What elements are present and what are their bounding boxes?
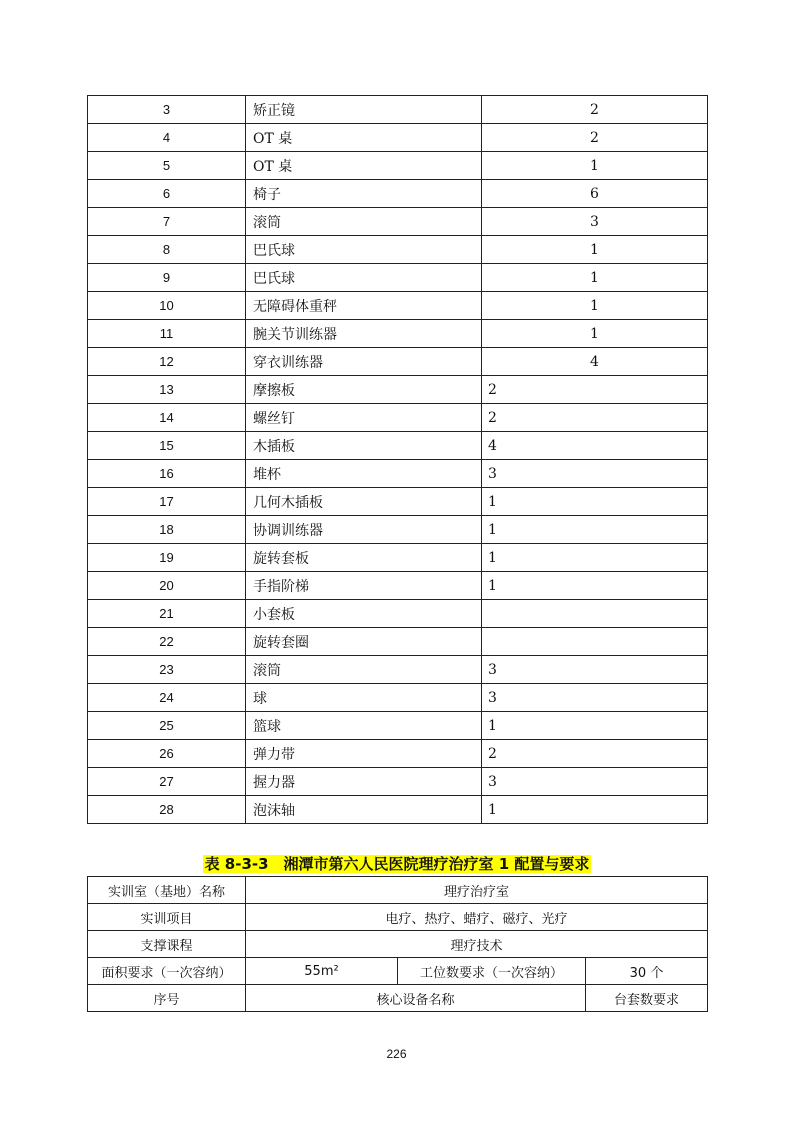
- device-quantity: 1: [482, 236, 708, 264]
- device-quantity: [482, 628, 708, 656]
- device-name: 矫正镜: [246, 96, 482, 124]
- table-row: [88, 600, 708, 628]
- device-quantity: 1: [482, 796, 708, 824]
- table-row: [88, 292, 708, 320]
- device-name: 泡沫轴: [246, 796, 482, 824]
- device-name: 旋转套圈: [246, 628, 482, 656]
- room-label: 实训室（基地）名称: [88, 877, 246, 904]
- row-number: 11: [88, 320, 246, 348]
- table-row: [88, 180, 708, 208]
- row-number: 9: [88, 264, 246, 292]
- table-row: [88, 376, 708, 404]
- row-number: 15: [88, 432, 246, 460]
- device-quantity: 2: [482, 740, 708, 768]
- device-quantity: 3: [482, 460, 708, 488]
- row-number: 6: [88, 180, 246, 208]
- header-device: 核心设备名称: [246, 985, 586, 1012]
- table-row: [88, 320, 708, 348]
- table-row: [88, 684, 708, 712]
- config-row-room: [88, 877, 708, 904]
- table-row: [88, 432, 708, 460]
- device-quantity: 6: [482, 180, 708, 208]
- stations-label: 工位数要求（一次容纳）: [398, 958, 586, 985]
- device-quantity: 4: [482, 432, 708, 460]
- row-number: 7: [88, 208, 246, 236]
- device-name: OT 桌: [246, 124, 482, 152]
- equipment-table-body: [88, 96, 708, 824]
- row-number: 17: [88, 488, 246, 516]
- device-quantity: 1: [482, 320, 708, 348]
- device-name: 堆杯: [246, 460, 482, 488]
- device-name: 滚筒: [246, 208, 482, 236]
- device-name: 摩擦板: [246, 376, 482, 404]
- equipment-table: [87, 95, 708, 824]
- page-number: 226: [386, 1047, 407, 1061]
- table-row: [88, 488, 708, 516]
- device-quantity: 1: [482, 152, 708, 180]
- device-name: 篮球: [246, 712, 482, 740]
- device-quantity: 1: [482, 572, 708, 600]
- device-quantity: 1: [482, 712, 708, 740]
- table-row: [88, 740, 708, 768]
- table-caption: 表 8-3-3 湘潭市第六人民医院理疗治疗室 1 配置与要求: [204, 855, 590, 873]
- device-name: 滚筒: [246, 656, 482, 684]
- table-row: [88, 544, 708, 572]
- device-quantity: 1: [482, 544, 708, 572]
- device-quantity: 2: [482, 376, 708, 404]
- config-row-project: [88, 904, 708, 931]
- row-number: 19: [88, 544, 246, 572]
- device-quantity: 2: [482, 404, 708, 432]
- row-number: 25: [88, 712, 246, 740]
- device-quantity: 3: [482, 208, 708, 236]
- project-label: 实训项目: [88, 904, 246, 931]
- table-row: [88, 572, 708, 600]
- header-no: 序号: [88, 985, 246, 1012]
- device-quantity: [482, 600, 708, 628]
- device-name: 小套板: [246, 600, 482, 628]
- device-name: 手指阶梯: [246, 572, 482, 600]
- device-quantity: 3: [482, 656, 708, 684]
- row-number: 16: [88, 460, 246, 488]
- table-row: [88, 264, 708, 292]
- table-row: [88, 516, 708, 544]
- course-label: 支撑课程: [88, 931, 246, 958]
- device-name: 巴氏球: [246, 264, 482, 292]
- device-name: 旋转套板: [246, 544, 482, 572]
- row-number: 8: [88, 236, 246, 264]
- room-value: 理疗治疗室: [246, 877, 708, 904]
- table-row: [88, 712, 708, 740]
- config-row-course: [88, 931, 708, 958]
- device-quantity: 3: [482, 768, 708, 796]
- table-row: [88, 124, 708, 152]
- table-row: [88, 96, 708, 124]
- device-name: 无障碍体重秤: [246, 292, 482, 320]
- table-row: [88, 460, 708, 488]
- area-value: 55m²: [246, 958, 398, 985]
- row-number: 5: [88, 152, 246, 180]
- device-name: 几何木插板: [246, 488, 482, 516]
- stations-value: 30 个: [586, 958, 708, 985]
- device-name: 腕关节训练器: [246, 320, 482, 348]
- area-label: 面积要求（一次容纳）: [88, 958, 246, 985]
- table-row: [88, 152, 708, 180]
- device-name: 螺丝钉: [246, 404, 482, 432]
- row-number: 22: [88, 628, 246, 656]
- table-row: [88, 768, 708, 796]
- row-number: 23: [88, 656, 246, 684]
- row-number: 3: [88, 96, 246, 124]
- table-row: [88, 656, 708, 684]
- device-quantity: 4: [482, 348, 708, 376]
- table-row: [88, 796, 708, 824]
- device-name: 协调训练器: [246, 516, 482, 544]
- row-number: 18: [88, 516, 246, 544]
- device-quantity: 1: [482, 516, 708, 544]
- device-quantity: 1: [482, 292, 708, 320]
- row-number: 13: [88, 376, 246, 404]
- config-table: [87, 876, 708, 1012]
- device-name: 椅子: [246, 180, 482, 208]
- device-name: 握力器: [246, 768, 482, 796]
- config-row-area: [88, 958, 708, 985]
- row-number: 27: [88, 768, 246, 796]
- header-qty: 台套数要求: [586, 985, 708, 1012]
- row-number: 26: [88, 740, 246, 768]
- device-name: 弹力带: [246, 740, 482, 768]
- project-value: 电疗、热疗、蜡疗、磁疗、光疗: [246, 904, 708, 931]
- device-name: 穿衣训练器: [246, 348, 482, 376]
- row-number: 14: [88, 404, 246, 432]
- device-quantity: 2: [482, 124, 708, 152]
- row-number: 21: [88, 600, 246, 628]
- config-row-headers: [88, 985, 708, 1012]
- row-number: 20: [88, 572, 246, 600]
- device-quantity: 1: [482, 264, 708, 292]
- table-row: [88, 628, 708, 656]
- table-row: [88, 236, 708, 264]
- device-quantity: 3: [482, 684, 708, 712]
- row-number: 24: [88, 684, 246, 712]
- device-name: 木插板: [246, 432, 482, 460]
- device-name: OT 桌: [246, 152, 482, 180]
- course-value: 理疗技术: [246, 931, 708, 958]
- device-quantity: 2: [482, 96, 708, 124]
- device-name: 球: [246, 684, 482, 712]
- device-quantity: 1: [482, 488, 708, 516]
- table-row: [88, 404, 708, 432]
- table-row: [88, 208, 708, 236]
- row-number: 10: [88, 292, 246, 320]
- table-row: [88, 348, 708, 376]
- row-number: 28: [88, 796, 246, 824]
- row-number: 4: [88, 124, 246, 152]
- row-number: 12: [88, 348, 246, 376]
- device-name: 巴氏球: [246, 236, 482, 264]
